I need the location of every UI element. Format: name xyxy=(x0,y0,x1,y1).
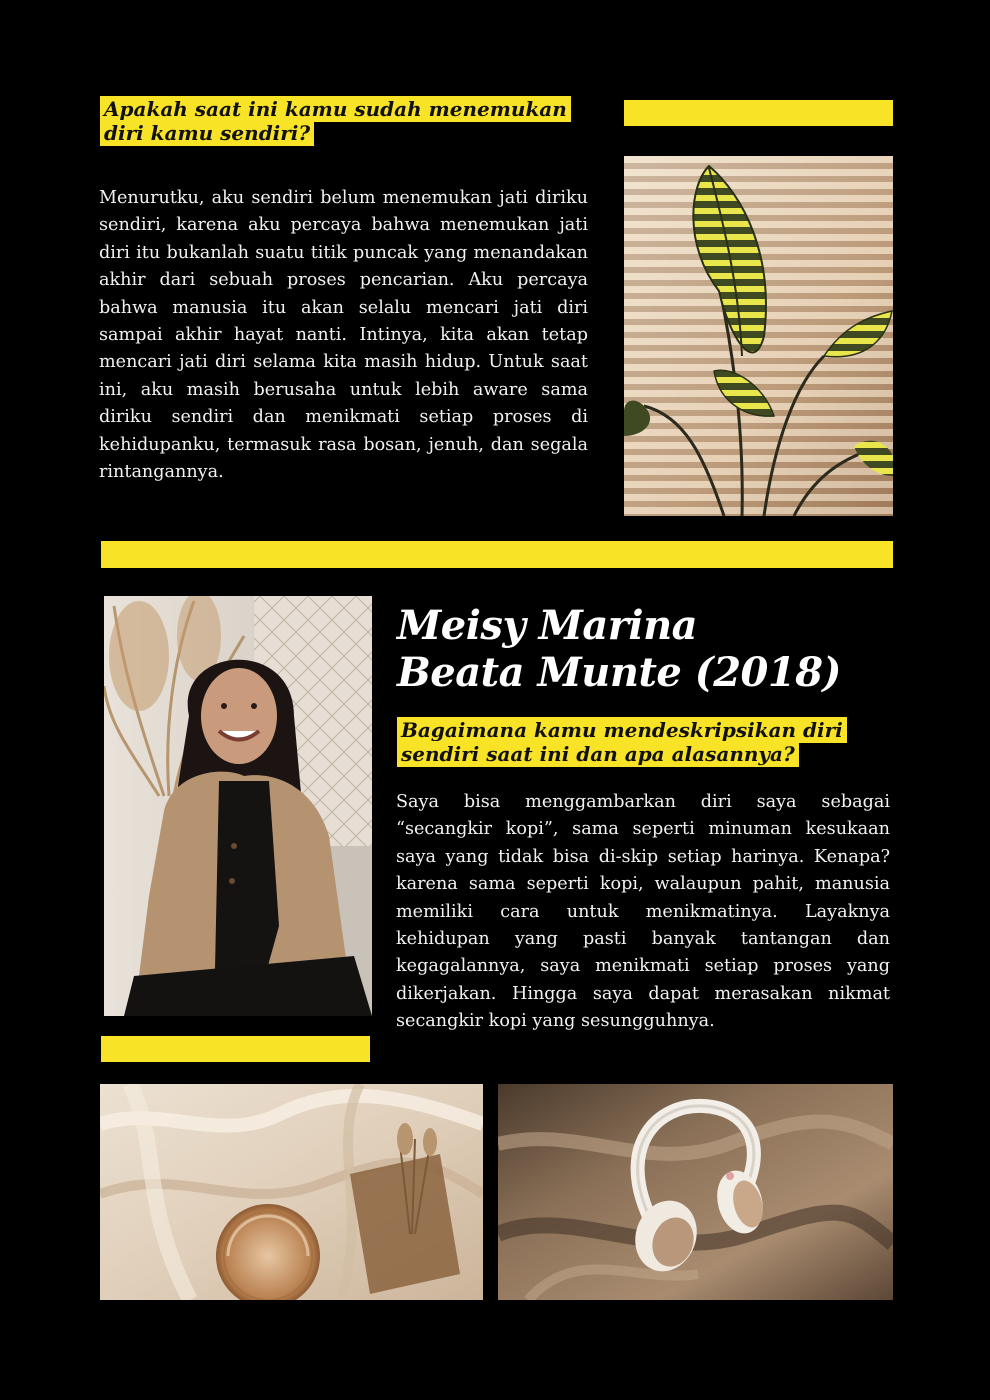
person-name xyxy=(397,602,897,696)
portrait-photo xyxy=(104,596,372,1016)
answer-1: Menurutku, aku sendiri belum menemukan jati diriku sendiri, karena aku percaya bahwa menemukan jati diri itu bukanlah suatu titik puncak yang menandakan akhir dari sebuah proses pencarian. Aku percaya bahwa manusia itu akan selalu mencari jati diri sampai akhir hayat nanti. Intinya, kita akan tetap mencari jati diri selama kita masih hidup. Untuk saat ini, aku masih berusaha untuk lebih aware sama diriku sendiri dan menikmati setiap proses di kehidupanku, termasuk rasa bosan, jenuh, dan segala rintangannya. xyxy=(99,188,588,483)
question-2: Bagaimana kamu mendeskripsikan diri sendiri saat ini dan apa alasannya? xyxy=(397,718,897,766)
name-line-1: Meisy Marina xyxy=(397,602,698,649)
name-line-2: Beata Munte (2018) xyxy=(397,649,841,696)
headphones-photo xyxy=(498,1084,893,1300)
accent-bar-bottom xyxy=(101,1036,370,1062)
accent-bar-top xyxy=(624,100,893,126)
coffee-drapery-photo xyxy=(100,1084,483,1300)
plant-blinds-photo xyxy=(624,156,893,516)
answer-2: Saya bisa menggambarkan diri saya sebagai “secangkir kopi”, sama seperti minuman kesukaan saya yang tidak bisa di-skip setiap harinya. Kenapa? karena sama seperti kopi, walaupun pahit, manusia memiliki cara untuk menikmatinya. Layaknya kehidupan yang pasti banyak tantangan dan kegagalannya, saya menikmati setiap proses yang dikerjakan. Hingga saya dapat merasakan nikmat secangkir kopi yang sesungguhnya. xyxy=(396,792,890,1032)
accent-bar-divider xyxy=(101,541,893,568)
question-1: Apakah saat ini kamu sudah menemukan diri kamu sendiri? xyxy=(100,97,590,145)
